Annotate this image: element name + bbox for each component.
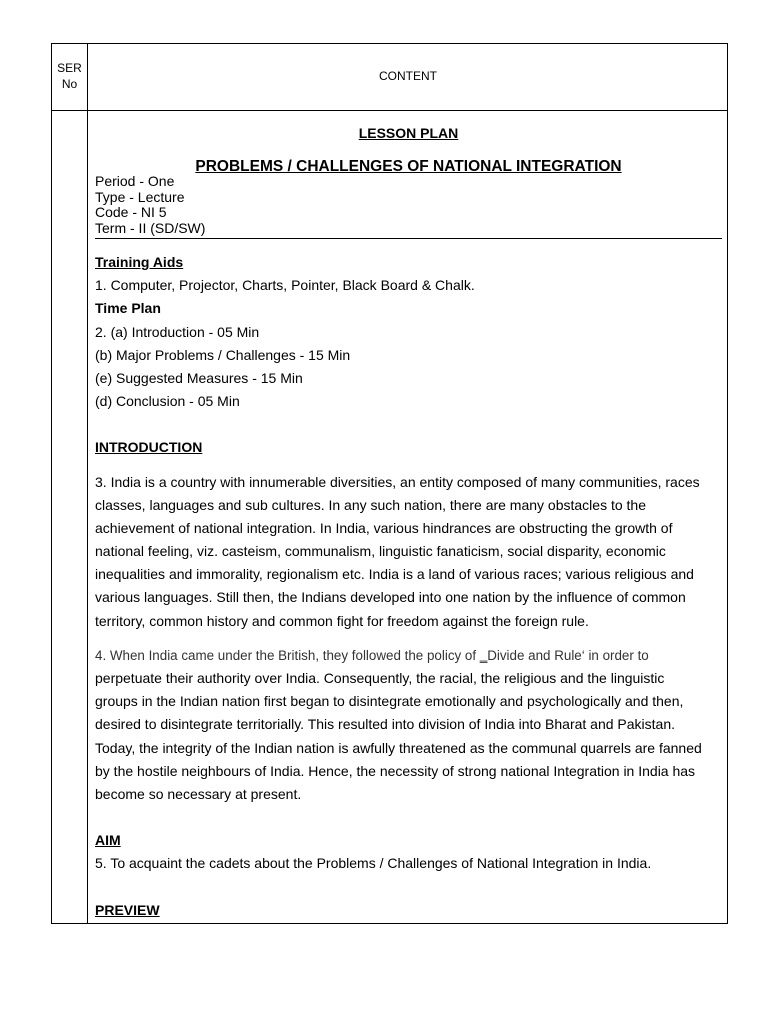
code-line: Code - NI 5 <box>95 204 167 220</box>
paragraph-line: various languages. Still then, the Indians developed into one nation by the influence of common <box>95 589 686 606</box>
paragraph-line: 4. When India came under the British, they followed the policy of ‗Divide and Rule‘ in order to <box>95 647 649 663</box>
paragraph-line: territory, common history and common fight for freedom against the foreign rule. <box>95 612 589 629</box>
paragraph-3 <box>95 471 722 633</box>
paragraph-line: national feeling, viz. casteism, communalism, linguistic fanaticism, social disparity, economic <box>95 543 666 560</box>
paragraph-line: perpetuate their authority over India. Consequently, the racial, the religious and the linguistic <box>95 670 665 686</box>
paragraph-line: 3. India is a country with innumerable diversities, an entity composed of many communities, races <box>95 473 700 490</box>
paragraph-line: by the hostile neighbours of India. Hence, the necessity of strong national Integration in India has <box>95 762 696 779</box>
lesson-sections <box>95 251 722 922</box>
time-plan-item: (d) Conclusion - 05 Min <box>95 393 240 410</box>
paragraph-line: classes, languages and sub cultures. In any such nation, there are many obstacles to the <box>95 496 646 513</box>
aim-heading: AIM <box>95 832 121 849</box>
paragraph-line: Today, the integrity of the Indian nation is awfully threatened as the communal quarrels are fanned <box>95 739 702 756</box>
term-line: Term - II (SD/SW) <box>95 219 206 236</box>
content-header: CONTENT <box>379 69 437 83</box>
column-divider <box>87 44 88 923</box>
lesson-plan-table <box>51 43 728 924</box>
time-plan-item: (e) Suggested Measures - 15 Min <box>95 369 303 386</box>
document-title: PROBLEMS / CHALLENGES OF NATIONAL INTEGRATION <box>195 158 622 175</box>
meta-separator-line <box>95 238 722 239</box>
ser-label: SER <box>57 61 82 75</box>
introduction-heading: INTRODUCTION <box>95 439 203 456</box>
training-aids-text: 1. Computer, Projector, Charts, Pointer, Black Board & Chalk. <box>95 277 475 294</box>
preview-heading: PREVIEW <box>95 901 160 918</box>
paragraph-line: achievement of national integration. In India, various hindrances are obstructing the growth of <box>95 519 673 536</box>
time-plan-heading: Time Plan <box>95 300 161 317</box>
ser-no-header <box>52 60 87 92</box>
type-line: Type - Lecture <box>95 188 185 205</box>
paragraph-line: desired to disintegrate territorially. This resulted into division of India into Bharat and Pakistan. <box>95 716 676 733</box>
period-line: Period - One <box>95 173 175 189</box>
aim-text: 5. To acquaint the cadets about the Problems / Challenges of National Integration in India. <box>95 855 652 872</box>
time-plan-item: 2. (a) Introduction - 05 Min <box>95 323 260 340</box>
paragraph-line: inequalities and immorality, regionalism etc. India is a land of various races; various religious and <box>95 566 694 583</box>
time-plan-item: (b) Major Problems / Challenges - 15 Min <box>95 346 351 363</box>
lesson-plan-heading: LESSON PLAN <box>358 125 459 141</box>
paragraph-line: become so necessary at present. <box>95 785 302 802</box>
lesson-meta <box>95 174 722 236</box>
paragraph-line: groups in the Indian nation first began to disintegrate emotionally and psychologically and then, <box>95 693 684 710</box>
training-aids-heading: Training Aids <box>95 254 184 270</box>
paragraph-4 <box>95 644 722 806</box>
no-label: No <box>61 77 78 91</box>
header-row-divider <box>52 110 727 111</box>
